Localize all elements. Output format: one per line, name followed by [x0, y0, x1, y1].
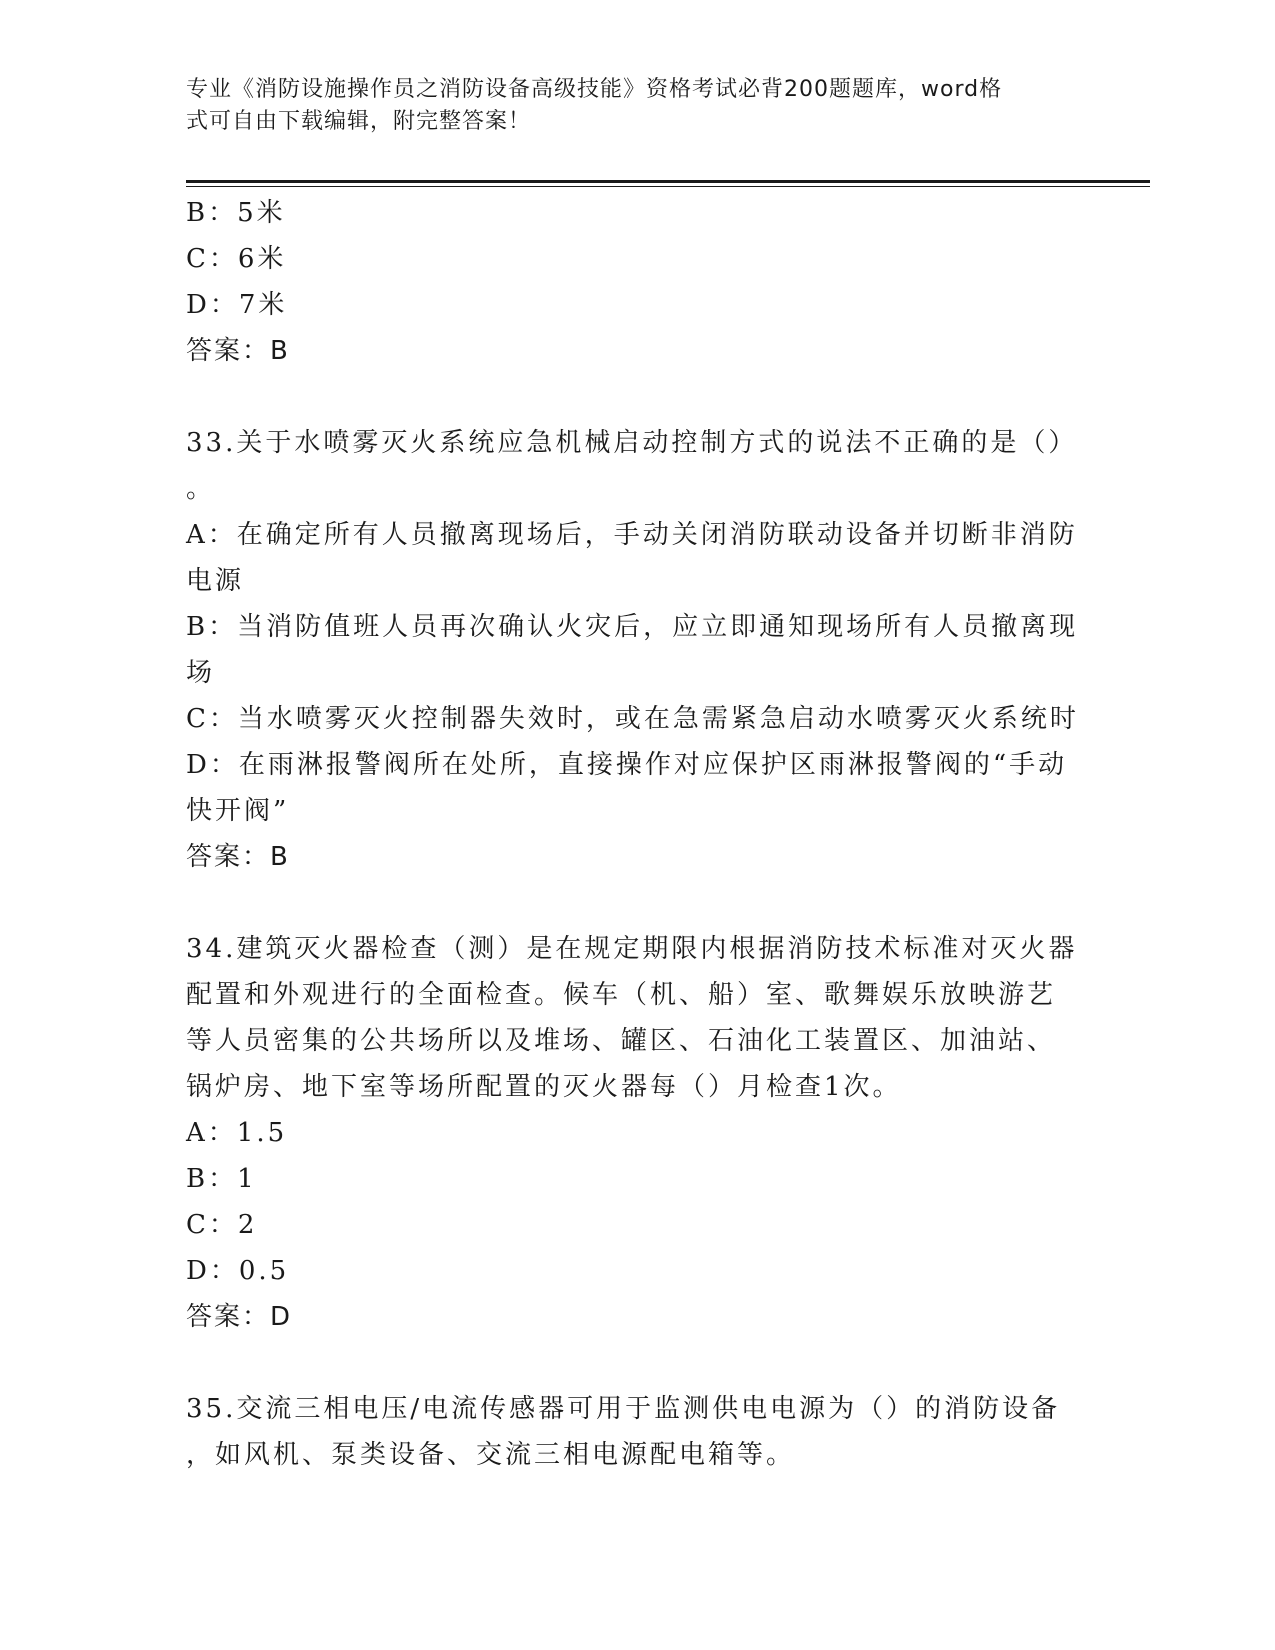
option-d: D：0.5 [186, 1256, 290, 1286]
option-d: D：7米 [186, 290, 288, 320]
answer: 答案：B [186, 336, 290, 366]
option-a: A：1.5 [186, 1118, 288, 1148]
option-a: A：在确定所有人员撤离现场后，手动关闭消防联动设备并切断非消防 [186, 520, 1078, 550]
question-stem: 配置和外观进行的全面检查。候车（机、船）室、歌舞娱乐放映游艺 [186, 980, 1057, 1010]
question-stem: 。 [186, 474, 216, 504]
question-stem: 锅炉房、地下室等场所配置的灭火器每（）月检查1次。 [186, 1072, 902, 1102]
document-header [186, 74, 1066, 138]
header-divider-thin [186, 186, 1150, 187]
previous-question-tail [186, 190, 1086, 374]
option-d: D：在雨淋报警阀所在处所，直接操作对应保护区雨淋报警阀的“手动 [186, 750, 1068, 780]
header-line-2: 式可自由下载编辑，附完整答案！ [186, 109, 532, 134]
question-35 [186, 1386, 1086, 1478]
answer: 答案：B [186, 842, 290, 872]
header-divider-thick [186, 180, 1150, 183]
option-a: 电源 [186, 566, 245, 596]
option-c: C：当水喷雾灭火控制器失效时，或在急需紧急启动水喷雾灭火系统时 [186, 704, 1079, 734]
answer: 答案：D [186, 1302, 293, 1332]
question-stem: 33.关于水喷雾灭火系统应急机械启动控制方式的说法不正确的是（） [186, 428, 1078, 458]
question-stem: 等人员密集的公共场所以及堆场、罐区、石油化工装置区、加油站、 [186, 1026, 1057, 1056]
option-c: C：6米 [186, 244, 287, 274]
option-c: C：2 [186, 1210, 258, 1240]
question-stem: 34.建筑灭火器检查（测）是在规定期限内根据消防技术标准对灭火器 [186, 934, 1078, 964]
document-body [186, 190, 1086, 1478]
option-b: 场 [186, 658, 216, 688]
question-34 [186, 926, 1086, 1340]
option-d: 快开阀” [186, 796, 290, 826]
question-stem: 35.交流三相电压/电流传感器可用于监测供电电源为（）的消防设备 [186, 1394, 1061, 1424]
option-b: B：5米 [186, 198, 286, 228]
option-b: B：当消防值班人员再次确认火灾后，应立即通知现场所有人员撤离现 [186, 612, 1079, 642]
question-33 [186, 420, 1086, 880]
header-line-1: 专业《消防设施操作员之消防设备高级技能》资格考试必背200题题库，word格 [186, 77, 1003, 102]
question-stem: ，如风机、泵类设备、交流三相电源配电箱等。 [186, 1440, 796, 1470]
option-b: B：1 [186, 1164, 257, 1194]
